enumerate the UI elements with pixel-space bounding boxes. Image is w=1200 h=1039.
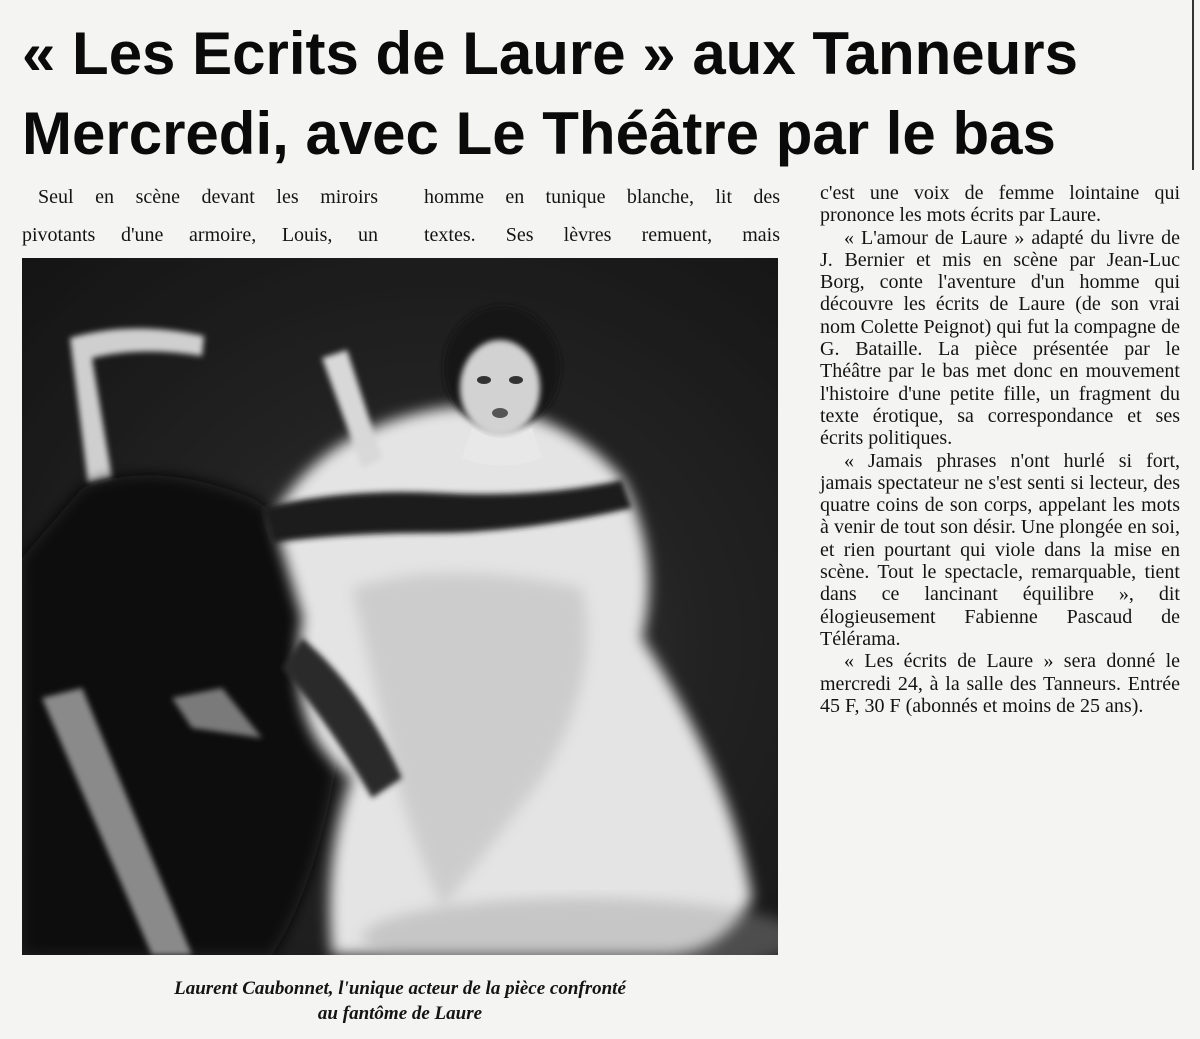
intro-line: homme en tunique blanche, lit des bbox=[424, 186, 780, 208]
headline-line-1: « Les Ecrits de Laure » aux Tanneurs bbox=[22, 20, 1078, 87]
article-paragraph-4: « Les écrits de Laure » sera donné le mercredi 24, à la salle des Tanneurs. Entrée 45 F, 30 F (abonnés et moins de 25 ans). bbox=[820, 650, 1180, 717]
page-edge-rule bbox=[1192, 0, 1194, 170]
intro-line: pivotants d'une armoire, Louis, un bbox=[22, 224, 378, 246]
article-paragraph-1: c'est une voix de femme lointaine qui prononce les mots écrits par Laure. bbox=[820, 182, 1180, 227]
article-right-column bbox=[820, 182, 1180, 717]
photo-caption bbox=[22, 976, 778, 1026]
headline bbox=[22, 14, 1182, 174]
headline-line-2: Mercredi, avec Le Théâtre par le bas bbox=[22, 100, 1056, 167]
photo-illustration bbox=[22, 258, 778, 955]
caption-line-2: au fantôme de Laure bbox=[317, 1003, 483, 1024]
intro-column-2 bbox=[424, 178, 780, 246]
intro-column-1 bbox=[22, 178, 378, 246]
caption-line-1: Laurent Caubonnet, l'unique acteur de la pièce confronté bbox=[174, 978, 626, 999]
article-paragraph-2: « L'amour de Laure » adapté du livre de J. Bernier et mis en scène par Jean-Luc Borg, conte l'aventure d'un homme qui découvre les écrits de Laure (de son vrai nom Colette Peignot) qui fut la compagne de G. Bataille. La pièce présentée par le Théâtre par le bas met donc en mouvement l'histoire d'une petite fille, un fragment du texte érotique, sa correspondance et ses écrits politiques. bbox=[820, 226, 1180, 450]
intro-line: textes. Ses lèvres remuent, mais bbox=[424, 224, 780, 246]
article-paragraph-3: « Jamais phrases n'ont hurlé si fort, jamais spectateur ne s'est senti si lecteur, des quatre coins de son corps, appelant les mots à venir de tout son désir. Une plongée en soi, et rien pourtant qui viole dans la mise en scène. Tout le spectacle, remarquable, tient dans ce lancinant équilibre », dit élogieusement Fabienne Pascaud de Télérama. bbox=[820, 449, 1180, 650]
intro-line: Seul en scène devant les miroirs bbox=[38, 186, 378, 208]
photo-actor-and-ghost bbox=[22, 258, 778, 955]
